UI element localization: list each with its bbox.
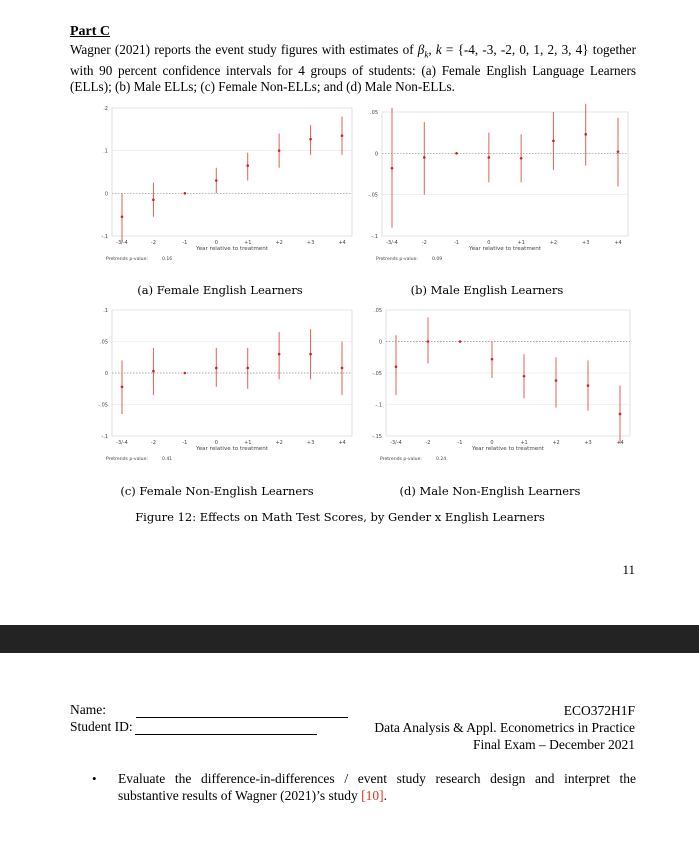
point-estimate: [423, 156, 426, 159]
x-tick-label: +1: [517, 240, 525, 246]
point-estimate: [619, 413, 622, 416]
caption-a: (a) Female English Learners: [137, 283, 303, 297]
x-tick-label: +3: [582, 240, 590, 246]
y-tick-label: 0: [104, 191, 108, 198]
x-tick-label: -2: [150, 440, 156, 446]
exam-title: Final Exam – December 2021: [473, 737, 635, 752]
pretrends-value: 0.09: [432, 257, 443, 262]
x-tick-label: +1: [520, 440, 528, 446]
x-tick-label: -3/-4: [390, 440, 402, 446]
bullet-icon: •: [92, 771, 97, 786]
y-tick-label: -.05: [372, 371, 382, 377]
x-tick-label: -2: [150, 240, 156, 246]
point-estimate: [520, 157, 523, 160]
pretrends-value: 0.24: [436, 457, 447, 462]
plot-male-ell: [362, 100, 632, 275]
y-tick-label: -.1: [371, 234, 378, 240]
beta-symbol: $\beta_k$: [417, 42, 429, 60]
question-marks: [10]: [361, 788, 384, 803]
x-tick-label: +4: [338, 240, 346, 246]
point-estimate: [341, 134, 344, 137]
x-tick-label: +2: [552, 440, 560, 446]
name-field[interactable]: [136, 705, 348, 718]
pretrends-label: Pretrends p-value:: [376, 257, 418, 262]
point-estimate: [152, 370, 155, 373]
point-estimate: [617, 150, 620, 153]
point-estimate: [121, 216, 124, 219]
plot-female-ell: [92, 100, 352, 275]
pretrends-label: Pretrends p-value:: [106, 257, 148, 262]
question-text: Evaluate the difference-in-differences / event study research design and interpret the substantive results of Wagner (2021)’s study [10].: [118, 771, 636, 803]
course-code: ECO372H1F: [563, 703, 635, 718]
x-tick-label: 0: [214, 440, 218, 446]
point-estimate: [488, 156, 491, 159]
y-tick-label: -.1: [375, 402, 382, 409]
point-estimate: [215, 179, 218, 182]
point-estimate: [278, 353, 281, 356]
x-tick-label: +3: [584, 440, 592, 446]
y-tick-label: 0: [374, 151, 378, 158]
x-tick-label: +1: [244, 240, 252, 246]
x-tick-label: +1: [244, 440, 252, 446]
x-tick-label: +4: [338, 440, 346, 446]
point-estimate: [395, 365, 398, 368]
student-id-field[interactable]: [135, 722, 317, 735]
y-tick-label: .05: [374, 308, 382, 314]
course-info: [374, 702, 635, 753]
point-estimate: [491, 358, 494, 361]
name-row: [70, 702, 348, 718]
x-tick-label: -1: [457, 440, 463, 446]
course-name: Data Analysis & Appl. Econometrics in Practice: [374, 720, 635, 735]
x-tick-label: -3/-4: [116, 240, 128, 246]
y-tick-label: -.05: [98, 402, 108, 409]
point-estimate: [555, 379, 558, 382]
y-tick-label: -.05: [368, 192, 378, 199]
name-label: Name:: [70, 702, 106, 717]
x-tick-label: -2: [425, 440, 431, 446]
point-estimate: [246, 164, 249, 167]
y-tick-label: 0: [378, 339, 382, 346]
intro-text-start: Wagner (2021) reports the event study figures with estimates of: [70, 42, 418, 57]
x-axis-label: Year relative to treatment: [196, 446, 268, 452]
question-item: [92, 770, 636, 804]
y-tick-label: -.1: [101, 234, 108, 240]
point-estimate: [152, 198, 155, 201]
point-estimate: [184, 372, 187, 375]
x-tick-label: -3/-4: [386, 240, 398, 246]
x-tick-label: 0: [214, 240, 218, 246]
x-axis-label: Year relative to treatment: [196, 246, 268, 252]
point-estimate: [309, 353, 312, 356]
page-divider: [0, 625, 699, 653]
x-tick-label: -1: [454, 240, 460, 246]
caption-d: (d) Male Non-English Learners: [399, 484, 581, 498]
x-tick-label: 0: [490, 440, 494, 446]
point-estimate: [584, 133, 587, 136]
intro-paragraph: [70, 42, 636, 94]
x-tick-label: +2: [549, 240, 558, 246]
point-estimate: [587, 384, 590, 387]
point-estimate: [341, 367, 344, 370]
next-page-header: [0, 653, 699, 865]
intro-comma: ,: [428, 42, 436, 57]
point-estimate: [246, 367, 249, 370]
x-tick-label: +4: [614, 240, 622, 246]
student-id-row: [70, 719, 317, 735]
pretrends-label: Pretrends p-value:: [380, 457, 422, 462]
intro-text-rest: = {-4, -3, -2, 0, 1, 2, 3, 4} together with 90 percent confidence intervals for 4 groups of students: (a) Female English Language Learners (ELLs); (b) Male ELLs; (c) Female Non-ELLs; and (d) Male Non-ELLs.: [70, 42, 637, 94]
y-tick-label: .05: [370, 110, 378, 116]
x-tick-label: -2: [421, 240, 427, 246]
x-tick-label: +2: [275, 240, 283, 246]
y-tick-label: .1: [103, 148, 108, 155]
point-estimate: [278, 149, 281, 152]
y-tick-label: .2: [103, 106, 108, 112]
point-estimate: [121, 386, 124, 389]
y-tick-label: -.15: [372, 434, 382, 440]
pretrends-label: Pretrends p-value:: [106, 457, 148, 462]
pretrends-value: 0.16: [162, 257, 173, 262]
page-number: 11: [622, 562, 635, 577]
figure-caption: Figure 12: Effects on Math Test Scores, by Gender x English Learners: [135, 510, 545, 524]
point-estimate: [455, 152, 458, 155]
point-estimate: [184, 192, 187, 195]
pretrends-value: 0.41: [162, 457, 173, 462]
x-axis-label: Year relative to treatment: [472, 446, 544, 452]
x-tick-label: -1: [182, 440, 188, 446]
x-tick-label: -3/-4: [116, 440, 128, 446]
caption-b: (b) Male English Learners: [410, 283, 564, 297]
y-tick-label: .05: [100, 339, 108, 346]
x-tick-label: +3: [306, 440, 315, 446]
plot-male-non-ell: [362, 300, 632, 475]
point-estimate: [552, 140, 555, 143]
point-estimate: [523, 375, 526, 378]
plot-frame: [382, 112, 628, 236]
point-estimate: [309, 138, 312, 141]
y-tick-label: 0: [104, 371, 108, 377]
y-tick-label: -.1: [101, 434, 108, 440]
plot-female-non-ell: [92, 300, 352, 475]
point-estimate: [215, 367, 218, 370]
caption-c: (c) Female Non-English Learners: [120, 484, 314, 498]
x-tick-label: -1: [182, 240, 188, 246]
k-symbol: k: [435, 42, 442, 57]
x-tick-label: +3: [306, 240, 315, 246]
x-tick-label: 0: [487, 240, 491, 246]
point-estimate: [459, 340, 462, 343]
x-axis-label: Year relative to treatment: [469, 246, 541, 252]
point-estimate: [391, 167, 394, 170]
y-tick-label: .1: [103, 308, 108, 314]
part-title: Part C: [70, 24, 111, 39]
student-id-label: Student ID:: [70, 719, 133, 734]
plot-frame: [112, 108, 352, 236]
x-tick-label: +4: [616, 440, 624, 446]
point-estimate: [427, 340, 430, 343]
x-tick-label: +2: [275, 440, 283, 446]
